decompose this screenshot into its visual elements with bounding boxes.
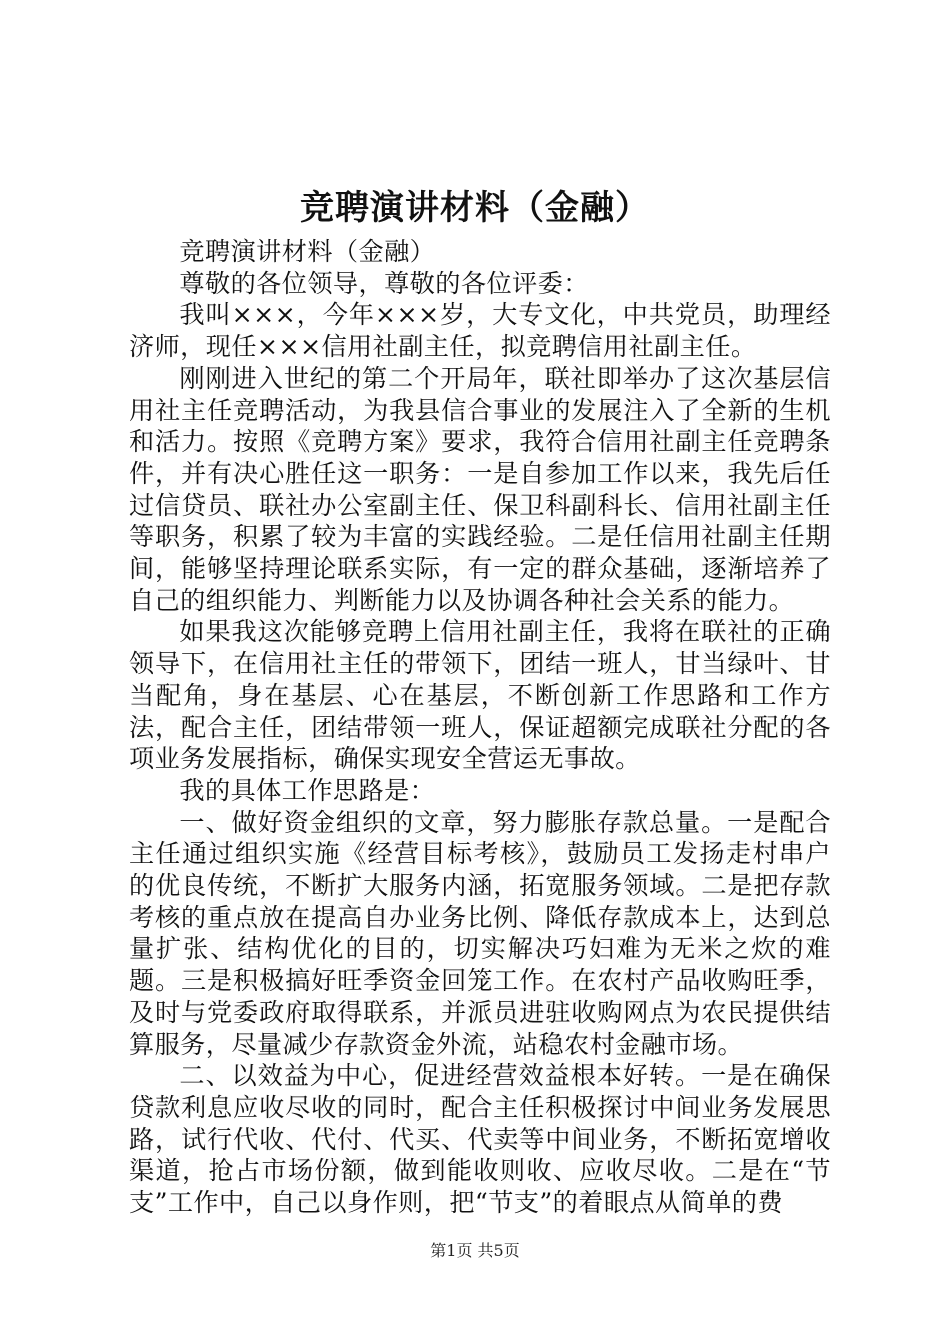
paragraph-qualifications: 刚刚进入世纪的第二个开局年，联社即举办了这次基层信用社主任竞聘活动，为我县信合事业的发展注入了全新的生机和活力。按照《竞聘方案》要求，我符合信用社副主任竞聘条件，并有决心胜任这一职务：一是自参加工作以来，我先后任过信贷员、联社办公室副主任、保卫科副科长、信用社副主任等职务，积累了较为丰富的实践经验。二是任信用社副主任期间，能够坚持理论联系实际，有一定的群众基础，逐渐培养了自己的组织能力、判断能力以及协调各种社会关系的能力。: [129, 363, 831, 615]
paragraph-plan-item-1: 一、做好资金组织的文章，努力膨胀存款总量。一是配合主任通过组织实施《经营目标考核》，鼓励员工发扬走村串户的优良传统，不断扩大服务内涵，拓宽服务领域。二是把存款考核的重点放在提高自办业务比例、降低存款成本上，达到总量扩张、结构优化的目的，切实解决巧妇难为无米之炊的难题。三是积极搞好旺季资金回笼工作。在农村产品收购旺季，及时与党委政府取得联系，并派员进驻收购网点为农民提供结算服务，尽量减少存款资金外流，站稳农村金融市场。: [129, 807, 831, 1059]
paragraph-introduction: 我叫×××，今年×××岁，大专文化，中共党员，助理经济师，现任×××信用社副主任，拟竞聘信用社副主任。: [129, 300, 831, 362]
paragraph-plan-item-2: 二、以效益为中心，促进经营效益根本好转。一是在确保贷款利息应收尽收的同时，配合主任积极探讨中间业务发展思路，试行代收、代付、代买、代卖等中间业务，不断拓宽增收渠道，抢占市场份额，做到能收则收、应收尽收。二是在“节支”工作中，自己以身作则，把“节支”的着眼点从简单的费: [129, 1061, 831, 1218]
paragraph-plan-heading: 我的具体工作思路是：: [179, 775, 436, 805]
document-title: 竞聘演讲材料（金融）: [300, 188, 650, 228]
paragraph-commitment: 如果我这次能够竞聘上信用社副主任，我将在联社的正确领导下，在信用社主任的带领下，团结一班人，甘当绿叶、甘当配角，身在基层、心在基层，不断创新工作思路和工作方法，配合主任，团结带领一班人，保证超额完成联社分配的各项业务发展指标，确保实现安全营运无事故。: [129, 617, 831, 774]
document-body: [129, 236, 831, 1219]
paragraph-salutation: 尊敬的各位领导，尊敬的各位评委：: [179, 268, 589, 298]
page-number-footer: 第1页 共5页: [430, 1241, 520, 1260]
paragraph-subtitle: 竞聘演讲材料（金融）: [179, 237, 436, 266]
